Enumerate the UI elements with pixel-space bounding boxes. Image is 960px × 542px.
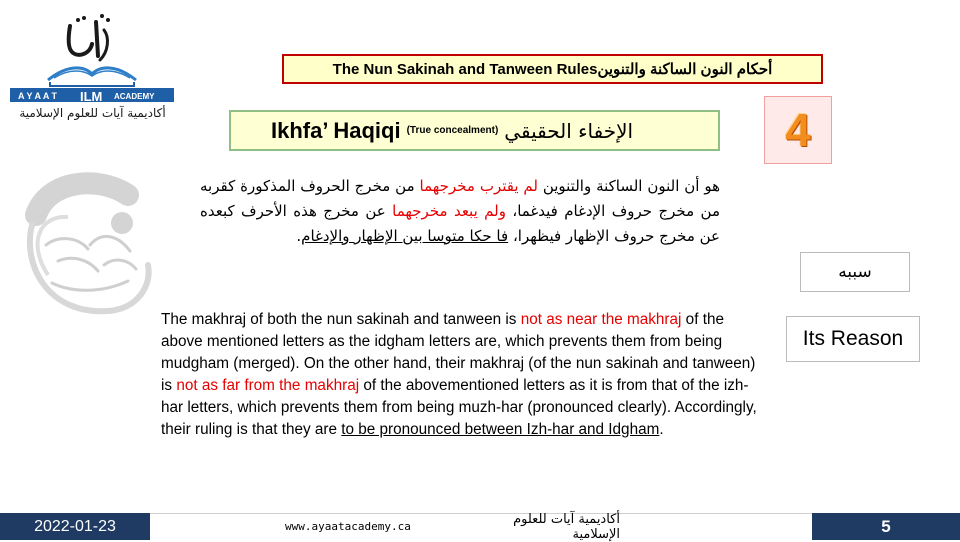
arabic-text-end: . xyxy=(296,227,302,245)
arabic-text-3: عن مخرج هذه الأحرف كبعده عن مخرج حروف الإظهار فيظهرا، xyxy=(200,202,720,245)
english-text-2: of the above mentioned letters as the idgham letters are, which prevents them from being mudgham (merged). On the other hand, their makhraj (of the nun sakinah and tanween) is xyxy=(161,311,756,394)
arabic-text-1: هو أن النون الساكنة والتنوين xyxy=(537,177,720,195)
english-text-end: . xyxy=(659,420,664,438)
slide-title-english: The Nun Sakinah and Tanween Rules xyxy=(332,60,598,78)
rule-number-badge: 4 xyxy=(764,96,832,164)
arabic-explanation xyxy=(200,174,720,249)
reason-label-english: Its Reason xyxy=(786,316,920,362)
arabic-underlined-ruling: فا حكا متوسا بين الإظهار والإدغام xyxy=(301,227,509,245)
english-text-3: of the abovementioned letters as it is from that of the izh-har letters, which prevents them from being muzh-har (pronounced clearly). Accordingly, their ruling is that they are xyxy=(161,376,757,438)
logo-text-academy: ACADEMY xyxy=(114,92,155,101)
rule-heading xyxy=(229,110,720,151)
english-explanation xyxy=(161,309,764,440)
nun-calligraphy-watermark xyxy=(18,165,158,325)
footer-academy-name: أكاديمية آيات للعلوم الإسلامية xyxy=(513,511,620,542)
rule-heading-arabic: الإخفاء الحقيقي xyxy=(504,118,634,143)
logo-text-ayaat: A Y A A T xyxy=(18,91,58,101)
english-text-1: The makhraj of both the nun sakinah and tanween is xyxy=(161,311,521,328)
slide-title-arabic: أحكام النون الساكنة والتنوين xyxy=(597,61,773,78)
footer-page-number: 5 xyxy=(812,513,960,540)
rule-heading-english: Ikhfa’ Haqiqi xyxy=(271,117,401,143)
logo-arabic-name: أكاديمية آيات للعلوم الإسلامية xyxy=(19,106,166,120)
english-underlined-ruling: to be pronounced between Izh-har and Idgham xyxy=(341,420,660,438)
english-highlight-2: not as far from the makhraj xyxy=(176,376,360,394)
footer-website-link[interactable]: www.ayaatacademy.ca xyxy=(285,520,411,533)
arabic-highlight-2: ولم يبعد مخرجهما xyxy=(392,202,506,220)
reason-label-arabic: سببه xyxy=(800,252,910,292)
arabic-text-2: من مخرج الحروف المذكورة كقربه من مخرج حروف الإدغام فيدغما، xyxy=(200,177,720,220)
rule-heading-note: (True concealment) xyxy=(406,125,499,136)
footer-date: 2022-01-23 xyxy=(0,513,150,540)
logo-text-ilm: ILM xyxy=(80,89,103,104)
slide-title xyxy=(282,54,823,84)
arabic-highlight-1: لم يقترب مخرجهما xyxy=(419,177,538,195)
english-highlight-1: not as near the makhraj xyxy=(520,311,682,328)
